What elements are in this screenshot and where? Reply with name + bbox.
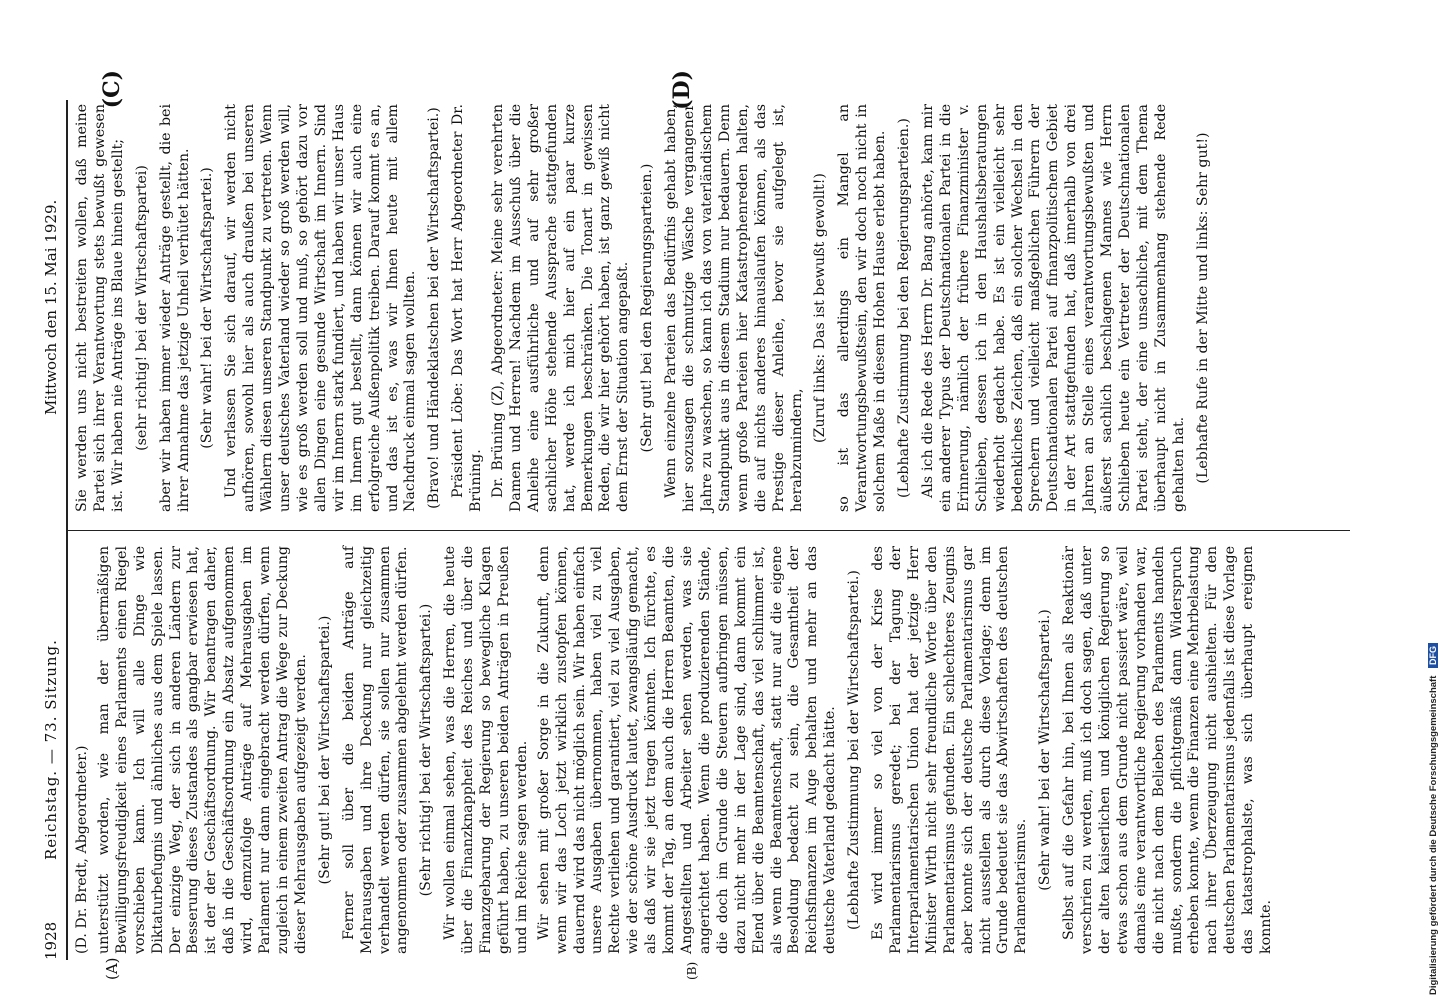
margin-marker-d: (D) (669, 70, 695, 110)
interjection: (Sehr gut! bei den Regierungsparteien.) (639, 163, 656, 453)
paragraph: Dr. Brüning (Z), Abgeordneter: Meine sehr verehrten Damen und Herren! Nachdem im Ausschuß über die Anleihe eine ausführliche und auf sehr großer sachlicher Höhe stehende Aussprache stattgefunden hat, werde ich mich hier auf ein paar kurze Bemerkungen beschränken. Die Tonart in gewissen Reden, die wir hier gehört haben, ist ganz gewiß nicht dem Ernst der Situation angepaßt. (490, 104, 632, 512)
left-column (74, 546, 1280, 980)
right-column-text (74, 104, 1212, 512)
page-number: 1928 (42, 921, 60, 960)
interjection: (Sehr richtig! bei der Wirtschaftspartei.) (418, 603, 435, 897)
paragraph: Es wird immer so viel von der Krise des Parlamentarismus geredet; bei der Tagung der Interparlamentarischen Union hat der jetzige Herr Minister Wirth nicht sehr freundliche Worte über den Parlamentarismus gefunden. Ein schlechteres Zeugnis aber konnte sich der deutsche Parlamentarismus gar nicht ausstellen als durch diese Vorlage; denn im Grunde bedeutet sie das Abwirtschaften des deutschen Parlamentarismus. (870, 546, 1030, 954)
paragraph: Als ich die Rede des Herrn Dr. Bang anhörte, kam mir ein anderer Typus der Deutschnationalen Partei in die Erinnerung, nämlich der frühere Finanzminister v. Schlieben, dessen ich in den Haushaltsberatungen wiederholt gedacht habe. Es ist ein vielleicht sehr bedenkliches Zeichen, daß ein solcher Wechsel in den Sprechern und vielleicht maßgeblichen Führern der Deutschnationalen Partei auf finanzpolitischem Gebiet in der Art stattgefunden hat, daß innerhalb von drei Jahren an Stelle eines verantwortungsbewußten und äußerst sachlich beschlagenen Mannes wie Herrn Schlieben heute ein Vertreter der Deutschnationalen Partei steht, der eine unsachliche, mit dem Thema überhaupt nicht in Zusammenhang stehende Rede gehalten hat. (919, 104, 1187, 512)
paragraph: unterstützt worden, wie man der übermäßigen Bewilligungsfreudigkeit eines Parlaments einen Riegel vorschieben kann. Ich will alle Dinge wie Diktaturbefugnis und ähnliches aus dem Spiele lassen. Der einzige Weg, der sich in anderen Ländern zur Besserung dieses Zustandes als gangbar erwiesen hat, ist der der Geschäftsordnung. Wir beantragen daher, daß in die Geschäftsordnung ein Absatz aufgenommen wird, demzufolge Anträge auf Mehrausgaben im Parlament nur dann eingebracht werden dürfen, wenn zugleich in einem zweiten Antrag die Wege zur Deckung dieser Mehrausgaben aufgezeigt werden. (95, 546, 309, 954)
digitization-credit (1428, 643, 1439, 995)
dfg-logo: DFG (1428, 643, 1438, 668)
interjection: (Zuruf links: Das ist bewußt gewollt!) (812, 173, 829, 443)
interjection: (Sehr wahr! bei der Wirtschaftspartei.) (1037, 609, 1054, 891)
paragraph: so ist das allerdings ein Mangel an Verantwortungsbewußtsein, den wir doch noch nicht in solchem Maße in diesem Hohen Hause erlebt haben. (836, 104, 889, 512)
interjection: (Sehr wahr! bei der Wirtschaftspartei.) (199, 167, 216, 449)
paragraph: Wir sehen mit großer Sorge in die Zukunft, denn wenn wir das Loch jetzt wirklich zustopfen können, dauernd wird das nicht möglich sein. Wir haben einfach unsere Ausgaben übernommen, haben viel zu viel Rechte verliehen und garantiert, viel zu viel Ausgaben, wie der schöne Ausdruck lautet, zwangsläufig gemacht, als daß wir sie jetzt tragen könnten. Ich fürchte, es kommt der Tag, an dem auch die Herren Beamten, die Angestellten und Arbeiter sehen werden, was sie angerichtet haben. Wenn die produzierenden Stände, die doch im Grunde die Steuern aufbringen müssen, dazu nicht mehr in der Lage sind, dann kommt ein Elend über die Beamtenschaft, das viel schlimmer ist, als wenn die Beamtenschaft, statt nur auf die eigene Besoldung bedacht zu sein, die Gesamtheit der Reichsfinanzen im Auge behalten und mehr an das deutsche Vaterland gedacht hätte. (535, 546, 839, 954)
paragraph: Ferner soll über die beiden Anträge auf Mehrausgaben und ihre Deckung nur gleichzeitig verhandelt werden dürfen, sie sollen nur zusammen angenommen oder zusammen abgelehnt werden dürfen. (340, 546, 411, 954)
interjection: (sehr richtig! bei der Wirtschaftspartei) (133, 165, 150, 451)
running-header (40, 100, 66, 960)
interjection: (Bravo! und Händeklatschen bei der Wirtschaftspartei.) (426, 107, 443, 509)
paragraph: Wir wollen einmal sehen, was die Herren, die heute über die Finanzknappheit des Reiches und über die Finanzgebarung der Regierung so bewegliche Klagen geführt haben, zu unseren beiden Anträgen in Preußen und im Reiche sagen werden. (442, 546, 530, 954)
paragraph: Und verlassen Sie sich darauf, wir werden nicht aufhören, sowohl hier als auch draußen bei unseren Wählern diesen unseren Standpunkt zu vertreten. Wenn unser deutsches Vaterland wieder so groß werden will, wie es groß werden soll und muß, so gehört dazu vor allen Dingen eine gesunde Wirtschaft im Innern. Sind wir im Innern stark fundiert, und haben wir unser Haus im Innern gut bestellt, dann können wir auch eine erfolgreiche Außenpolitik treiben. Darauf kommt es an, und das ist es, was wir Ihnen heute mit allem Nachdruck einmal sagen wollten. (223, 104, 419, 512)
paragraph: Wenn einzelne Parteien das Bedürfnis gehabt haben, hier sozusagen die schmutzige Wäsche vergangener Jahre zu waschen, so kann ich das von vaterländischem Standpunkt aus in diesem Stadium nur bedauern. Denn wenn große Parteien hier Katastrophenreden halten, die auf nichts anderes hinauslaufen können, als das Prestige dieser Anleihe, bevor sie aufgelegt ist, herabzumindern, (663, 104, 805, 512)
margin-marker-a: (A) (103, 957, 121, 980)
interjection: (Lebhafte Rufe in der Mitte und links: Sehr gut!) (1194, 132, 1211, 484)
margin-marker-b: (B) (685, 961, 699, 980)
margin-marker-c: (C) (99, 70, 125, 109)
right-column (74, 70, 1218, 512)
paragraph: (D. Dr. Bredt, Abgeordneter.) (74, 745, 90, 954)
interjection: (Sehr gut! bei der Wirtschaftspartei.) (316, 615, 333, 885)
paragraph: Selbst auf die Gefahr hin, bei Ihnen als Reaktionär verschrien zu werden, muß ich doch sagen, daß unter der alten kaiserlichen und königlichen Regierung so etwas schon aus dem Grunde nicht passiert wäre, weil damals eine verantwortliche Regierung vorhanden war, die nicht nach dem Belieben des Parlaments handeln mußte, sondern die pflichtgemäß dann Widerspruch erheben konnte, wenn die Finanzen eine Mehrbelastung nach ihrer Überzeugung nicht aushielten. Für den deutschen Parlamentarismus jedenfalls ist diese Vorlage das katastrophalste, was sich überhaupt ereignen konnte. (1061, 546, 1275, 954)
rotated-document-sheet (40, 70, 1350, 980)
interjection: (Lebhafte Zustimmung bei den Regierungsparteien.) (896, 118, 913, 498)
session-date: Mittwoch den 15. Mai 1929. (42, 199, 60, 415)
column-divider (68, 530, 1350, 531)
paragraph: Sie werden uns nicht bestreiten wollen, daß meine Partei sich ihrer Verantwortung stets bewußt gewesen ist. Wir haben nie Anträge ins Blaue hinein gestellt; (74, 104, 126, 512)
credit-text: Digitalisierung gefördert durch die Deutsche Forschungsgemeinschaft (1428, 675, 1439, 995)
paragraph: aber wir haben immer wieder Anträge gestellt, die bei ihrer Annahme das jetzige Unheil verhütet hätten. (157, 104, 192, 512)
paragraph: Präsident Löbe: Das Wort hat Herr Abgeordneter Dr. Brüning. (450, 104, 485, 512)
session-title: Reichstag. — 73. Sitzung. (42, 639, 60, 860)
left-column-text (74, 546, 1276, 954)
interjection: (Lebhafte Zustimmung bei der Wirtschaftspartei.) (846, 570, 863, 930)
